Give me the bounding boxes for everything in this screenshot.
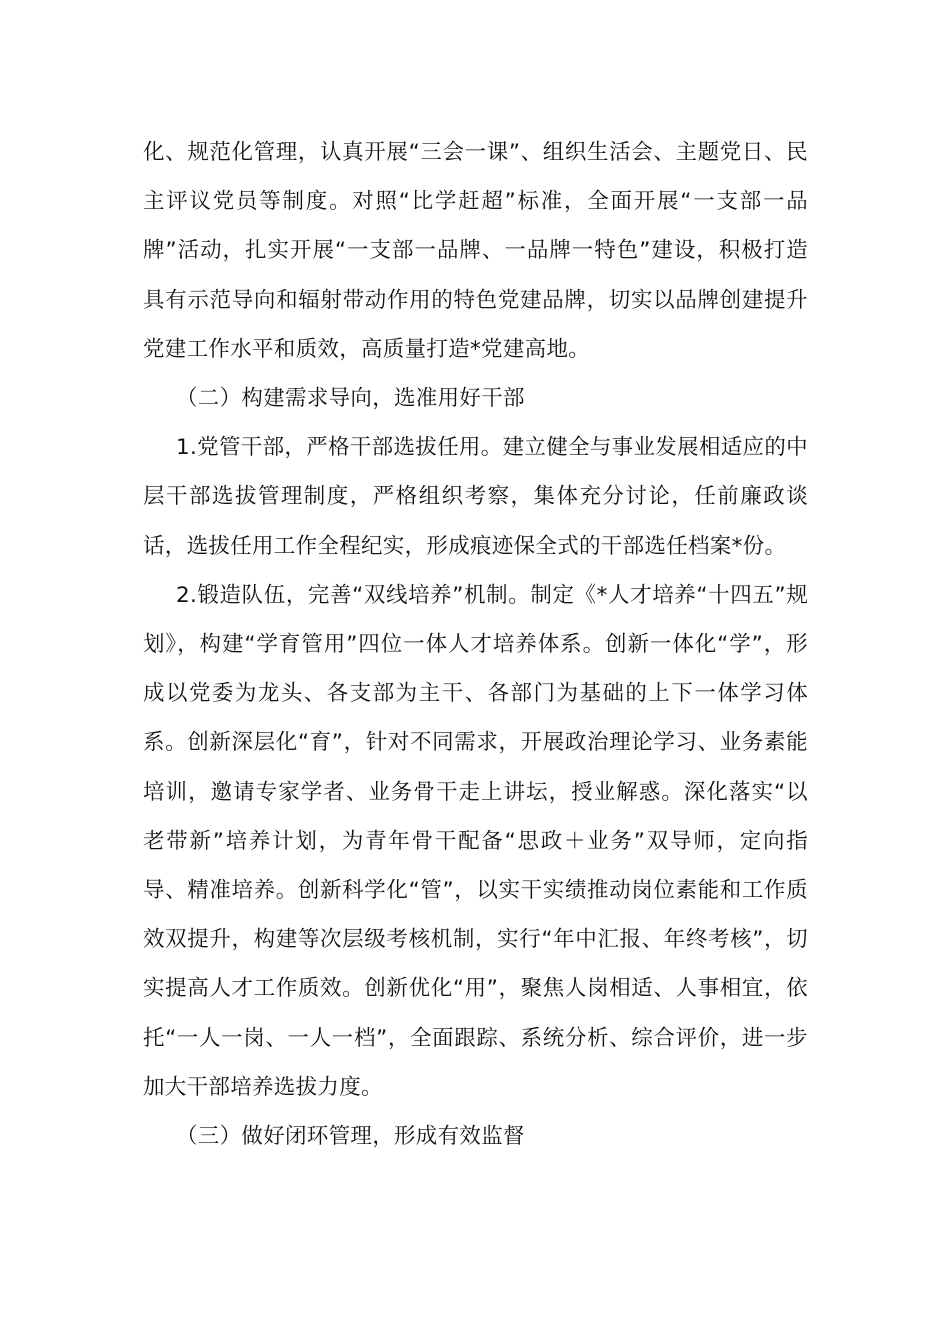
body-paragraph-cadre-selection: 1.党管干部，严格干部选拔任用。建立健全与事业发展相适应的中层干部选拔管理制度，严格组织考察，集体充分讨论，任前廉政谈话，选拔任用工作全程纪实，形成痕迹保全式的干部选任档案*份。 (143, 435, 808, 559)
section-heading-3: （三）做好闭环管理，形成有效监督 (176, 1124, 525, 1150)
section-heading-2: （二）构建需求导向，选准用好干部 (176, 386, 525, 412)
document-body (143, 128, 808, 1161)
body-paragraph-team-building: 2.锻造队伍，完善“双线培养”机制。制定《*人才培养“十四五”规划》，构建“学育管用”四位一体人才培养体系。创新一体化“学”，形成以党委为龙头、各支部为主干、各部门为基础的上下一体学习体系。创新深层化“育”，针对不同需求，开展政治理论学习、业务素能培训，邀请专家学者、业务骨干走上讲坛，授业解惑。深化落实“以老带新”培养计划，为青年骨干配备“思政＋业务”双导师，定向指导、精准培养。创新科学化“管”，以实干实绩推动岗位素能和工作质效双提升，构建等次层级考核机制，实行“年中汇报、年终考核”，切实提高人才工作质效。创新优化“用”，聚焦人岗相适、人事相宜，依托“一人一岗、一人一档”，全面跟踪、系统分析、综合评价，进一步加大干部培养选拔力度。 (143, 582, 808, 1100)
body-paragraph-continued: 化、规范化管理，认真开展“三会一课”、组织生活会、主题党日、民主评议党员等制度。对照“比学赶超”标准，全面开展“一支部一品牌”活动，扎实开展“一支部一品牌、一品牌一特色”建设，积极打造具有示范导向和辐射带动作用的特色党建品牌，切实以品牌创建提升党建工作水平和质效，高质量打造*党建高地。 (143, 140, 808, 362)
